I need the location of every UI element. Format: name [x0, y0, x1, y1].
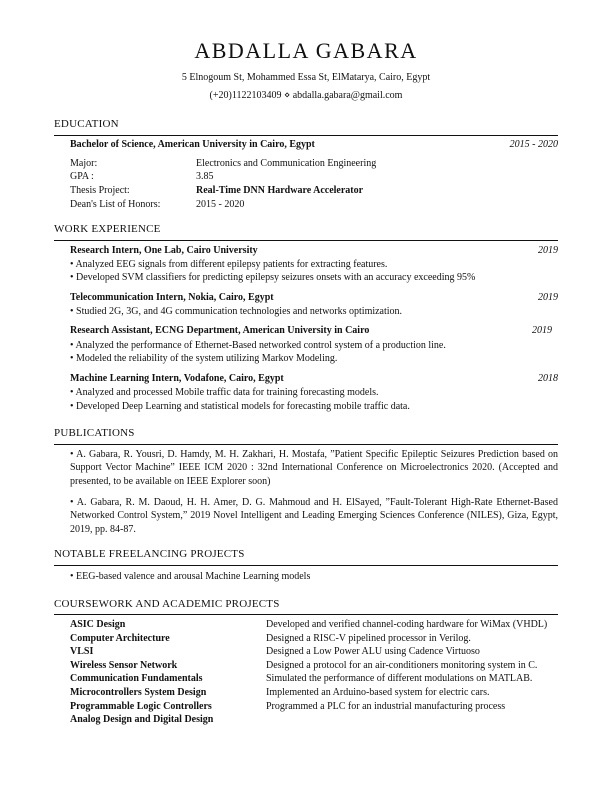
course-desc: Designed a RISC-V pipelined processor in Verilog.	[266, 633, 471, 644]
job-bullet: • Analyzed and processed Mobile traffic data for training forecasting models.	[70, 387, 379, 398]
publications-rule	[54, 444, 558, 445]
publications-heading: PUBLICATIONS	[54, 427, 135, 439]
course-name: ASIC Design	[70, 619, 126, 630]
job-bullet: • Developed SVM classifiers for predicting epilepsy seizures onsets with an accuracy exceeding 95%	[70, 272, 476, 283]
detail-value: 3.85	[196, 171, 214, 182]
job-bullet: • Developed Deep Learning and statistical models for forecasting mobile traffic data.	[70, 401, 410, 412]
job-bullet: • Modeled the reliability of the system utilizing Markov Modeling.	[70, 353, 338, 364]
detail-label: GPA :	[70, 171, 94, 182]
job-role: Telecommunication Intern, Nokia, Cairo, Egypt	[70, 292, 274, 303]
detail-value: 2015 - 2020	[196, 199, 245, 210]
publication-entry: • A. Gabara, R. M. Daoud, H. H. Amer, D. G. Mahmoud and H. ElSayed, ”Fault-Tolerant High-Rate Ethernet-Based Networked Control System,” 2019 Novel Intelligent and Leading Emerging Sciences Conference (NILES), Giza, Egypt, 2019, pp. 84-87.	[70, 497, 558, 535]
course-desc: Designed a protocol for an air-conditioners monitoring system in C.	[266, 660, 538, 671]
course-desc: Programmed a PLC for an industrial manufacturing process	[266, 701, 506, 712]
degree-title: Bachelor of Science, American University in Cairo, Egypt	[70, 139, 315, 150]
course-name: Communication Fundamentals	[70, 673, 203, 684]
detail-label: Dean's List of Honors:	[70, 199, 161, 210]
job-role: Machine Learning Intern, Vodafone, Cairo, Egypt	[70, 373, 284, 384]
course-name: Programmable Logic Controllers	[70, 701, 212, 712]
course-desc: Simulated the performance of different modulations on MATLAB.	[266, 673, 533, 684]
job-bullet: • Studied 2G, 3G, and 4G communication technologies and networks optimization.	[70, 306, 403, 317]
detail-label: Thesis Project:	[70, 185, 130, 196]
course-name: VLSI	[70, 646, 94, 657]
job-year: 2019	[538, 245, 558, 256]
course-name: Computer Architecture	[70, 633, 170, 644]
course-desc: Implemented an Arduino-based system for electric cars.	[266, 687, 490, 698]
publication-entry: • A. Gabara, R. Yousri, D. Hamdy, M. H. Zakhari, H. Mostafa, ”Patient Specific Epileptic Seizures Prediction based on Support Vector Machine” IEEE ICM 2020 : 32nd International Conference on Microelectronics 2020. (Accepted and presented, to be available on IEEE Explorer soon)	[70, 449, 558, 487]
freelancing-rule	[54, 565, 558, 566]
job-role: Research Assistant, ECNG Department, American University in Cairo	[70, 325, 370, 336]
education-rule	[54, 135, 558, 136]
job-role: Research Intern, One Lab, Cairo University	[70, 245, 258, 256]
course-name: Wireless Sensor Network	[70, 660, 178, 671]
course-desc: Developed and verified channel-coding hardware for WiMax (VHDL)	[266, 619, 548, 630]
contact-line: (+20)1122103409 ⋄ abdalla.gabara@gmail.com	[209, 90, 403, 101]
freelancing-item: • EEG-based valence and arousal Machine Learning models	[70, 571, 311, 582]
address-line: 5 Elnogoum St, Mohammed Essa St, ElMatarya, Cairo, Egypt	[181, 72, 431, 83]
job-year: 2019	[538, 292, 558, 303]
experience-rule	[54, 240, 558, 241]
course-name: Microcontrollers System Design	[70, 687, 207, 698]
job-bullet: • Analyzed EEG signals from different epilepsy patients for extracting features.	[70, 259, 388, 270]
resume-name: ABDALLA GABARA	[194, 38, 418, 63]
job-bullet: • Analyzed the performance of Ethernet-Based networked control system of a production line.	[70, 340, 446, 351]
job-year: 2019	[532, 325, 552, 336]
degree-dates: 2015 - 2020	[509, 139, 558, 150]
experience-heading: WORK EXPERIENCE	[54, 223, 161, 235]
education-heading: EDUCATION	[54, 118, 119, 130]
detail-value: Electronics and Communication Engineering	[196, 158, 377, 169]
course-name: Analog Design and Digital Design	[70, 714, 214, 725]
coursework-rule	[54, 614, 558, 615]
coursework-heading: COURSEWORK AND ACADEMIC PROJECTS	[54, 598, 280, 610]
freelancing-heading: NOTABLE FREELANCING PROJECTS	[54, 548, 245, 560]
detail-label: Major:	[70, 158, 98, 169]
thesis-value: Real-Time DNN Hardware Accelerator	[196, 185, 364, 196]
course-desc: Designed a Low Power ALU using Cadence Virtuoso	[266, 646, 480, 657]
job-year: 2018	[538, 373, 558, 384]
